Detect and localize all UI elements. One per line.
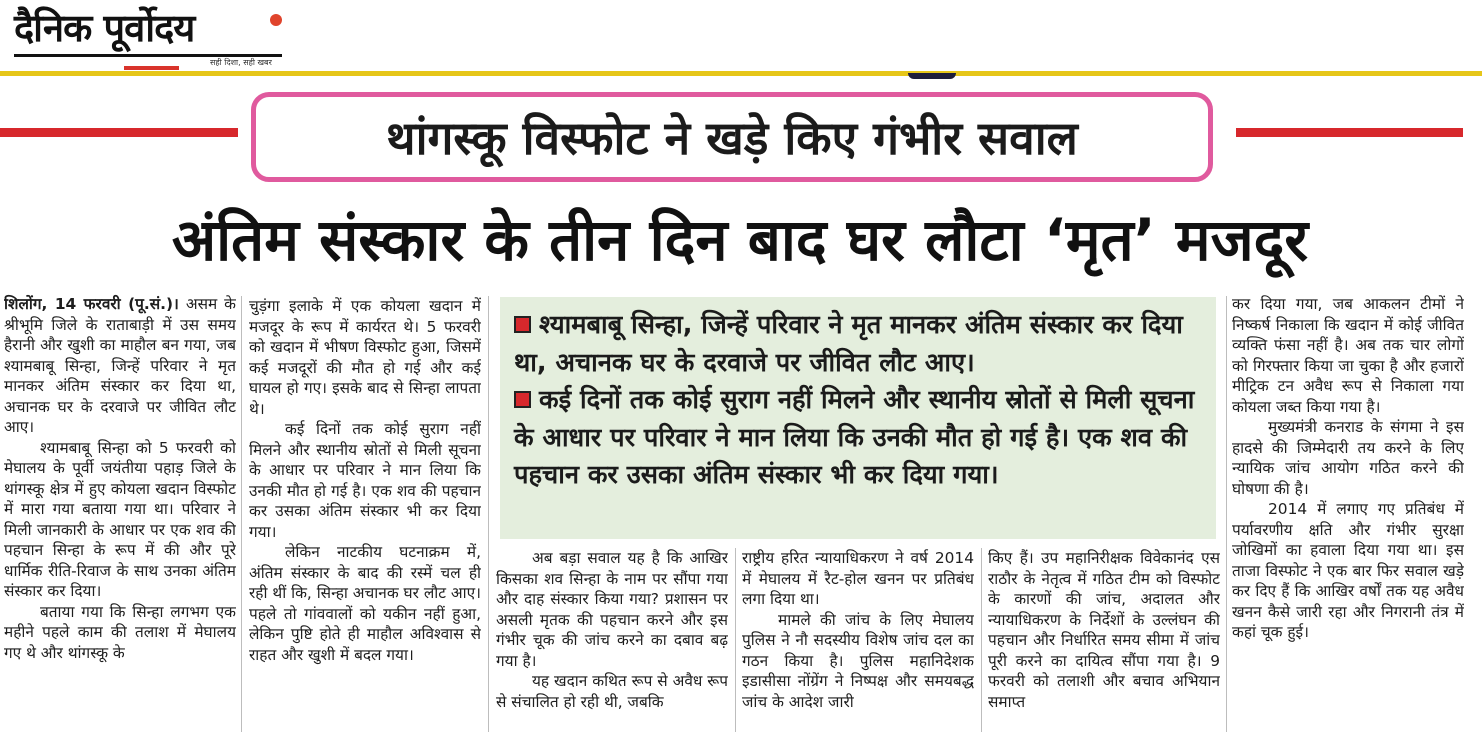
article-paragraph: श्यामबाबू सिन्हा को 5 फरवरी को मेघालय के पूर्वी जयंतीया पहाड़ जिले के थांगस्कू क्षेत्र में हुए कोयला खदान विस्फोट में मारा गया बताया गया था। परिवार ने मिली जानकारी के आधार पर एक शव की पहचान सिन्हा के रूप में की और पूरे धार्मिक रीति-रिवाज के साथ उनका अंतिम संस्कार कर दिया।	[4, 438, 236, 600]
kicker-rule-right	[1236, 128, 1463, 137]
dateline: शिलोंग, 14 फरवरी (पू.सं.)।	[4, 295, 179, 313]
article-paragraph: चुड़ंगा इलाके में एक कोयला खदान में मजदूर के रूप में कार्यरत थे। 5 फरवरी को खदान में भीषण विस्फोट हुआ, जिसमें कई मजदूरों की मौत हो गई और कई घायल हो गए। इसके बाद से सिन्हा लापता थे।	[249, 297, 481, 418]
square-bullet-icon	[514, 316, 531, 333]
article-paragraph: बताया गया कि सिन्हा लगभग एक महीने पहले काम की तलाश में मेघालय गए थे और थांगस्कू के	[4, 602, 236, 662]
column-divider	[981, 548, 982, 732]
article-paragraph: लेकिन नाटकीय घटनाक्रम में, अंतिम संस्कार के बाद की रस्में चल ही रही थीं कि, सिन्हा अचानक घर लौट आए। पहले तो गांववालों को यकीन नहीं हुआ, लेकिन पुष्टि होते ही माहौल अविश्वास से राहत और खुशी में बदल गया।	[249, 543, 481, 664]
article-paragraph: किए हैं। उप महानिरीक्षक विवेकानंद एस राठौर के नेतृत्व में गठित टीम को विस्फोट के कारणों की जांच, अदालत और न्यायाधिकरण के निर्देशों के उल्लंघन की पहचान और निर्धारित समय सीमा में जांच पूरी करने का दायित्व सौंपा गया है। 9 फरवरी को तलाशी और बचाव अभियान समाप्त	[988, 549, 1220, 711]
article-column-4	[742, 548, 974, 734]
article-paragraph: शिलोंग, 14 फरवरी (पू.सं.)। असम के श्रीभूमि जिले के राताबाड़ी में उस समय हैरानी और खुशी का माहौल बन गया, जब श्यामबाबू सिन्हा, जिन्हें परिवार ने मृत मानकर अंतिम संस्कार कर दिया था, अचानक घर के दरवाजे पर जीवित लौट आए।	[4, 295, 236, 436]
masthead-tagline: सही दिशा, सही खबर	[210, 58, 272, 67]
column-divider	[1226, 296, 1227, 732]
article-paragraph: कर दिया गया, जब आकलन टीमों ने निष्कर्ष निकाला कि खदान में कोई जीवित व्यक्ति फंसा नहीं है। अब तक चार लोगों को गिरफ्तार किया जा चुका है और हजारों मीट्रिक टन अवैध रूप से निकाला गया कोयला जब्त किया गया है।	[1232, 295, 1464, 416]
square-bullet-icon	[514, 391, 531, 408]
article-column-2	[249, 296, 481, 734]
kicker-rule-left	[0, 128, 238, 137]
strip-ornament	[908, 73, 956, 79]
article-paragraph: अब बड़ा सवाल यह है कि आखिर किसका शव सिन्हा के नाम पर सौंपा गया और दाह संस्कार किया गया? प्रशासन पर असली मृतक की पहचान करने और इस गंभीर चूक की जांच करने का दबाव बढ़ गया है।	[496, 549, 728, 670]
article-paragraph: यह खदान कथित रूप से अवैध रूप से संचालित हो रही थी, जबकि	[496, 672, 728, 711]
article-column-3	[496, 548, 728, 734]
highlight-item: कई दिनों तक कोई सुराग नहीं मिलने और स्थानीय स्रोतों से मिली सूचना के आधार पर परिवार ने मान लिया कि उनकी मौत हो गई है। एक शव की पहचान कर उसका अंतिम संस्कार भी कर दिया गया।	[514, 385, 1195, 490]
column-divider	[241, 296, 242, 732]
highlight-box	[500, 297, 1216, 539]
article-paragraph: मुख्यमंत्री कनराड के संगमा ने इस हादसे की जिम्मेदारी तय करने के लिए न्यायिक जांच आयोग गठित करने की घोषणा की है।	[1232, 418, 1464, 498]
highlight-item: श्यामबाबू सिन्हा, जिन्हें परिवार ने मृत मानकर अंतिम संस्कार कर दिया था, अचानक घर के दरवाजे पर जीवित लौट आए।	[514, 310, 1183, 378]
column-divider	[488, 296, 489, 732]
newspaper-logo: दैनिक पूर्वोदय	[14, 6, 195, 50]
article-paragraph: 2014 में लगाए गए प्रतिबंध में पर्यावरणीय क्षति और गंभीर सुरक्षा जोखिमों का हवाला दिया गया था। इस ताजा विस्फोट ने एक बार फिर सवाल खड़े कर दिए हैं कि आखिर वर्षों तक यह अवैध खनन कैसे जारी रहा और निगरानी तंत्र में कहां चूक हुई।	[1232, 500, 1464, 641]
article-column-5	[988, 548, 1220, 734]
article-paragraph: कई दिनों तक कोई सुराग नहीं मिलने और स्थानीय स्रोतों से मिली सूचना के आधार पर परिवार ने मान लिया कि उनकी मौत हो गई है। एक शव की पहचान कर उसका अंतिम संस्कार भी कर दिया गया।	[249, 420, 481, 541]
article-column-1	[4, 294, 236, 734]
article-paragraph: राष्ट्रीय हरित न्यायाधिकरण ने वर्ष 2014 में मेघालय में रैट-होल खनन पर प्रतिबंध लगा दिया था।	[742, 549, 974, 608]
column-divider	[735, 548, 736, 732]
masthead	[14, 4, 284, 70]
article-column-6	[1232, 294, 1464, 734]
article-paragraph: मामले की जांच के लिए मेघालय पुलिस ने नौ सदस्यीय विशेष जांच दल का गठन किया है। पुलिस महानिदेशक इडासीसा नोंग्रेंग ने निष्पक्ष और समयबद्ध जांच के आदेश जारी	[742, 610, 974, 711]
kicker-box	[251, 92, 1213, 182]
masthead-accent	[124, 66, 179, 70]
logo-dot-icon	[270, 14, 282, 26]
main-headline: अंतिम संस्कार के तीन दिन बाद घर लौटा ‘मृत’ मजदूर	[171, 206, 1309, 274]
top-color-strip	[0, 71, 1482, 76]
kicker-headline: थांगस्कू विस्फोट ने खड़े किए गंभीर सवाल	[386, 111, 1078, 165]
